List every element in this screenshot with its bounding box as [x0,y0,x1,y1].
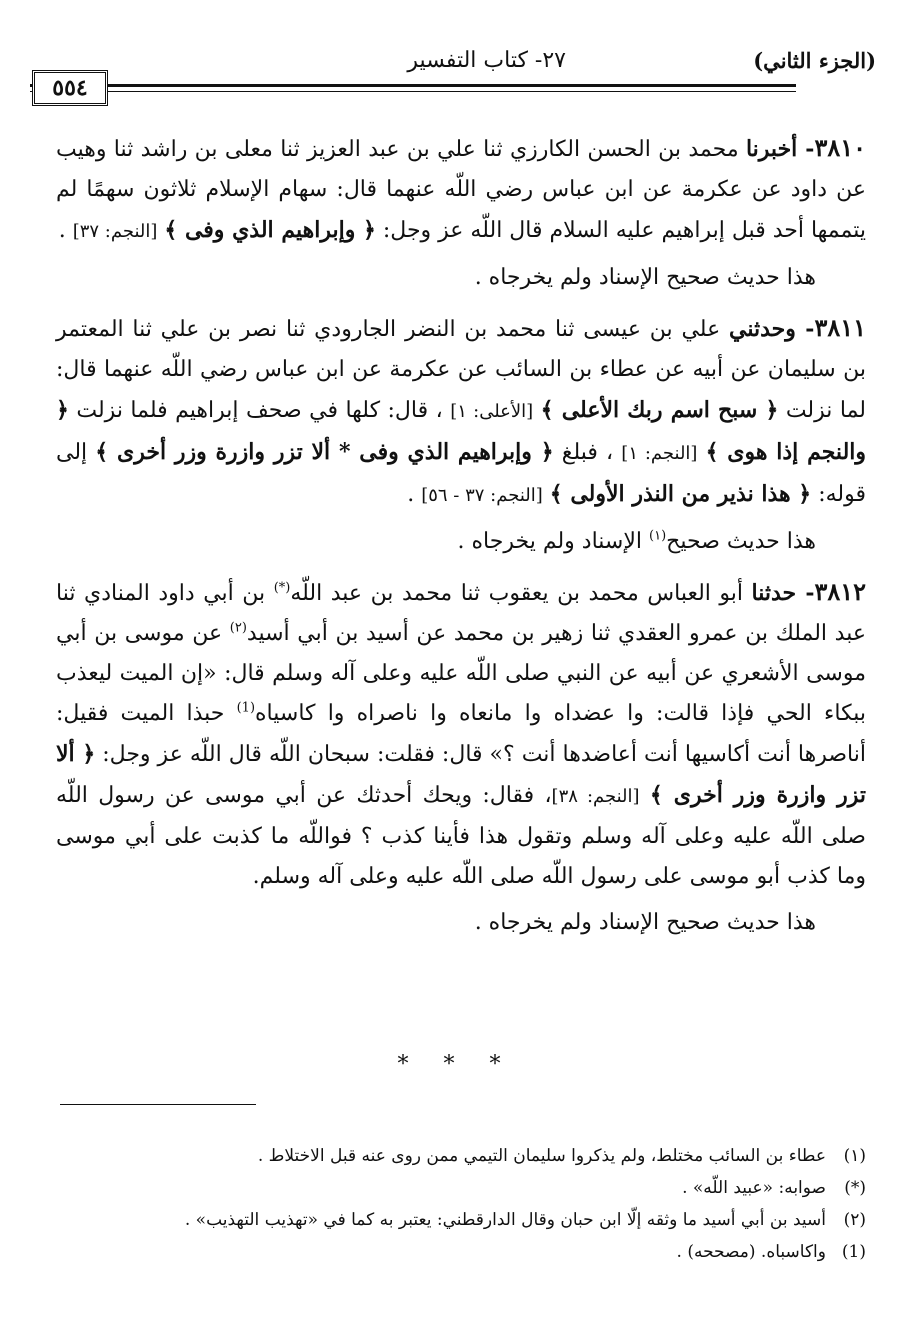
hadith-text: محمد بن الحسن الكارزي ثنا علي بن عبد العزيز ثنا معلى بن راشد ثنا وهيب عن داود عن عكرمة عن ابن عباس رضي اللّه عنهما قال: سهام الإسلام ثلاثون سهمًا لم يتممها أحد قبل إبراهيم عليه السلام قال اللّه عز وجل: [56,137,866,243]
chapter-title: ٢٧- كتاب التفسير [407,48,566,73]
hadith-text: علي بن عيسى ثنا محمد بن النضر الجارودي ثنا نصر بن علي ثنا المعتمر بن سليمان عن أبيه عن عطاء بن السائب عن عكرمة عن ابن عباس رضي اللّه عنهما قال: لما نزلت [56,317,867,423]
volume-label: (الجزء الثاني) [753,48,876,73]
hadith-3811: ٣٨١١- وحدثني علي بن عيسى ثنا محمد بن النضر الجارودي ثنا نصر بن علي ثنا المعتمر بن سليمان عن أبيه عن عطاء بن السائب عن عكرمة عن ابن عباس رضي اللّه عنهما قال: لما نزلت ﴿ سبح اسم ربك الأعلى ﴾ [الأعلى: ١] ، قال: كلها في صحف إبراهيم فلما نزلت ﴿ والنجم إذا هوى ﴾ [النجم: ١] ، فبلغ ﴿ وإبراهيم الذي وفى * ألا تزر وازرة وزر أخرى ﴾ إلى قوله: ﴿ هذا نذير من النذر الأولى ﴾ [النجم: ٣٧ - ٥٦] . [56,313,867,507]
quran-verse: ﴿ وإبراهيم الذي وفى * ألا تزر وازرة وزر أخرى ﴾ [95,439,554,465]
hadith-number: ٣٨١١ [814,313,866,342]
end-mark: . [58,218,66,243]
end-mark: . [407,482,415,507]
hadith-text: حبذا الميت فقيل: أناصرها أنت أكاسيها أنت أعاضدها أنت ؟» قال: فقلت: سبحان اللّه قال اللّه عز وجل: [56,701,866,767]
footnote-ref[interactable]: (١) [649,528,667,544]
footnote-mark: (1) [841,1242,866,1262]
hadith-verb: وحدثني [728,316,796,342]
footnote-text: واكاسباه. (مصححه) . [676,1242,826,1262]
header-rule-thick [30,84,796,87]
grade-text: هذا حديث صحيح [666,529,816,554]
footnote-rule [60,1104,256,1105]
hadith-text: عن موسى بن أبي موسى الأشعري عن أبيه عن النبي صلى اللّه عليه وعلى آله وسلم قال: «إن الميت ليعذب ببكاء الحي فإذا قالت: وا عضداه وا مانعاه وا ناصراه وا كاسياه [56,621,866,726]
verse-citation: [النجم: ٣٨] [551,786,640,807]
hadith-3812: ٣٨١٢- حدثنا أبو العباس محمد بن يعقوب ثنا محمد بن عبد اللّه(*) بن أبي داود المنادي ثنا عبد الملك بن عمرو العقدي ثنا زهير بن محمد عن أسيد بن أبي أسيد$^{(٢)}$ عن موسى بن أبي موسى الأشعري عن أبيه عن النبي صلى اللّه عليه وعلى آله وسلم قال: «إن الميت ليعذب ببكاء الحي فإذا قالت: وا عضداه وا مانعاه وا ناصراه وا كاسياه$^{(1)}$ حبذا الميت فقيل: أناصرها أنت أكاسيها أنت أعاضدها أنت ؟» قال: فقلت: سبحان اللّه قال اللّه عز وجل: ﴿ ألا تزر وازرة وزر أخرى ﴾ [النجم: ٣٨]، فقال: ويحك أحدثك عن أبي موسى عن رسول اللّه صلى اللّه عليه وعلى آله وسلم وتقول هذا فأينا كذب ؟ فواللّه ما كذبت على أبي موسى وما كذب أبو موسى على رسول اللّه صلى اللّه عليه وعلى آله وسلم. [56,577,867,889]
quran-verse: ﴿ سبح اسم ربك الأعلى ﴾ [540,397,779,423]
hadith-text: ، فقال: ويحك أحدثك عن أبي موسى عن رسول اللّه صلى اللّه عليه وعلى آله وسلم وتقول هذا فأينا كذب ؟ فواللّه ما كذبت على أبي موسى وما كذب أبو موسى على رسول اللّه صلى اللّه عليه وعلى آله وسلم. [56,783,866,889]
hadith-verb: حدثنا [751,580,797,606]
hadith-number: ٣٨١٠ [814,133,866,162]
hadith-number: ٣٨١٢ [814,577,867,606]
footnote-ref[interactable]: (*) [273,580,291,596]
footnote-mark: (*) [844,1178,866,1198]
footnote [56,1236,866,1268]
footnote-text: صوابه: «عبيد اللّه» . [682,1178,826,1198]
quran-verse: ﴿ هذا نذير من النذر الأولى ﴾ [549,481,812,507]
footnote-mark: (٢) [843,1210,866,1230]
page-number: ٥٥٤ [52,75,88,101]
hadith-text: أبو العباس محمد بن يعقوب ثنا محمد بن عبد اللّه [290,581,743,606]
hadith-text: ، فبلغ [561,440,614,465]
quran-verse: ﴿ والنجم إذا هوى ﴾ [56,397,867,465]
hadith-text: إلى قوله: [56,440,866,507]
quran-verse: ﴿ ألا تزر وازرة وزر أخرى ﴾ [56,741,866,808]
footnote-text: عطاء بن السائب مختلط، ولم يذكروا سليمان التيمي ممن روى عنه قبل الاختلاط . [257,1146,826,1166]
verse-citation: [النجم: ٣٧ - ٥٦] [421,485,543,506]
hadith-text: بن أبي داود المنادي ثنا عبد الملك بن عمرو العقدي ثنا زهير بن محمد عن أسيد بن أبي أسيد [56,581,866,646]
footnote-ref[interactable]: (٢) [229,620,247,636]
section-separator: * * * [397,1052,515,1077]
footnotes [56,1140,866,1268]
hadith-3810: ٣٨١٠- أخبرنا محمد بن الحسن الكارزي ثنا علي بن عبد العزيز ثنا معلى بن راشد ثنا وهيب عن داود عن عكرمة عن ابن عباس رضي اللّه عنهما قال: سهام الإسلام ثلاثون سهمًا لم يتممها أحد قبل إبراهيم عليه السلام قال اللّه عز وجل: ﴿ وإبراهيم الذي وفى ﴾ [النجم: ٣٧] . [56,133,866,243]
hadith-grade [56,522,866,562]
header-rule-thin [30,91,796,92]
verse-citation: [النجم: ٣٧] [72,221,158,242]
hadith-grade: هذا حديث صحيح الإسناد ولم يخرجاه . [474,265,816,290]
quran-verse: ﴿ وإبراهيم الذي وفى ﴾ [164,217,376,243]
running-header [30,46,876,102]
verse-citation: [الأعلى: ١] [450,401,534,422]
hadith-text: ، قال: كلها في صحف إبراهيم فلما نزلت [76,398,443,423]
grade-text: الإسناد ولم يخرجاه . [457,529,643,554]
footnote-mark: (١) [843,1146,866,1166]
hadith-grade: هذا حديث صحيح الإسناد ولم يخرجاه . [474,910,816,935]
verse-citation: [النجم: ١] [621,443,698,464]
footnote-ref[interactable]: (1) [236,700,256,716]
footnote [56,1172,866,1204]
hadith-verb: أخبرنا [745,136,798,162]
footnote-text: أسيد بن أبي أسيد ما وثقه إلّا ابن حبان وقال الدارقطني: يعتبر به كما في «تهذيب التهذيب» . [184,1210,826,1230]
footnote [56,1140,866,1172]
footnote [56,1204,866,1236]
page-number-box [32,70,108,106]
main-text [56,128,866,943]
